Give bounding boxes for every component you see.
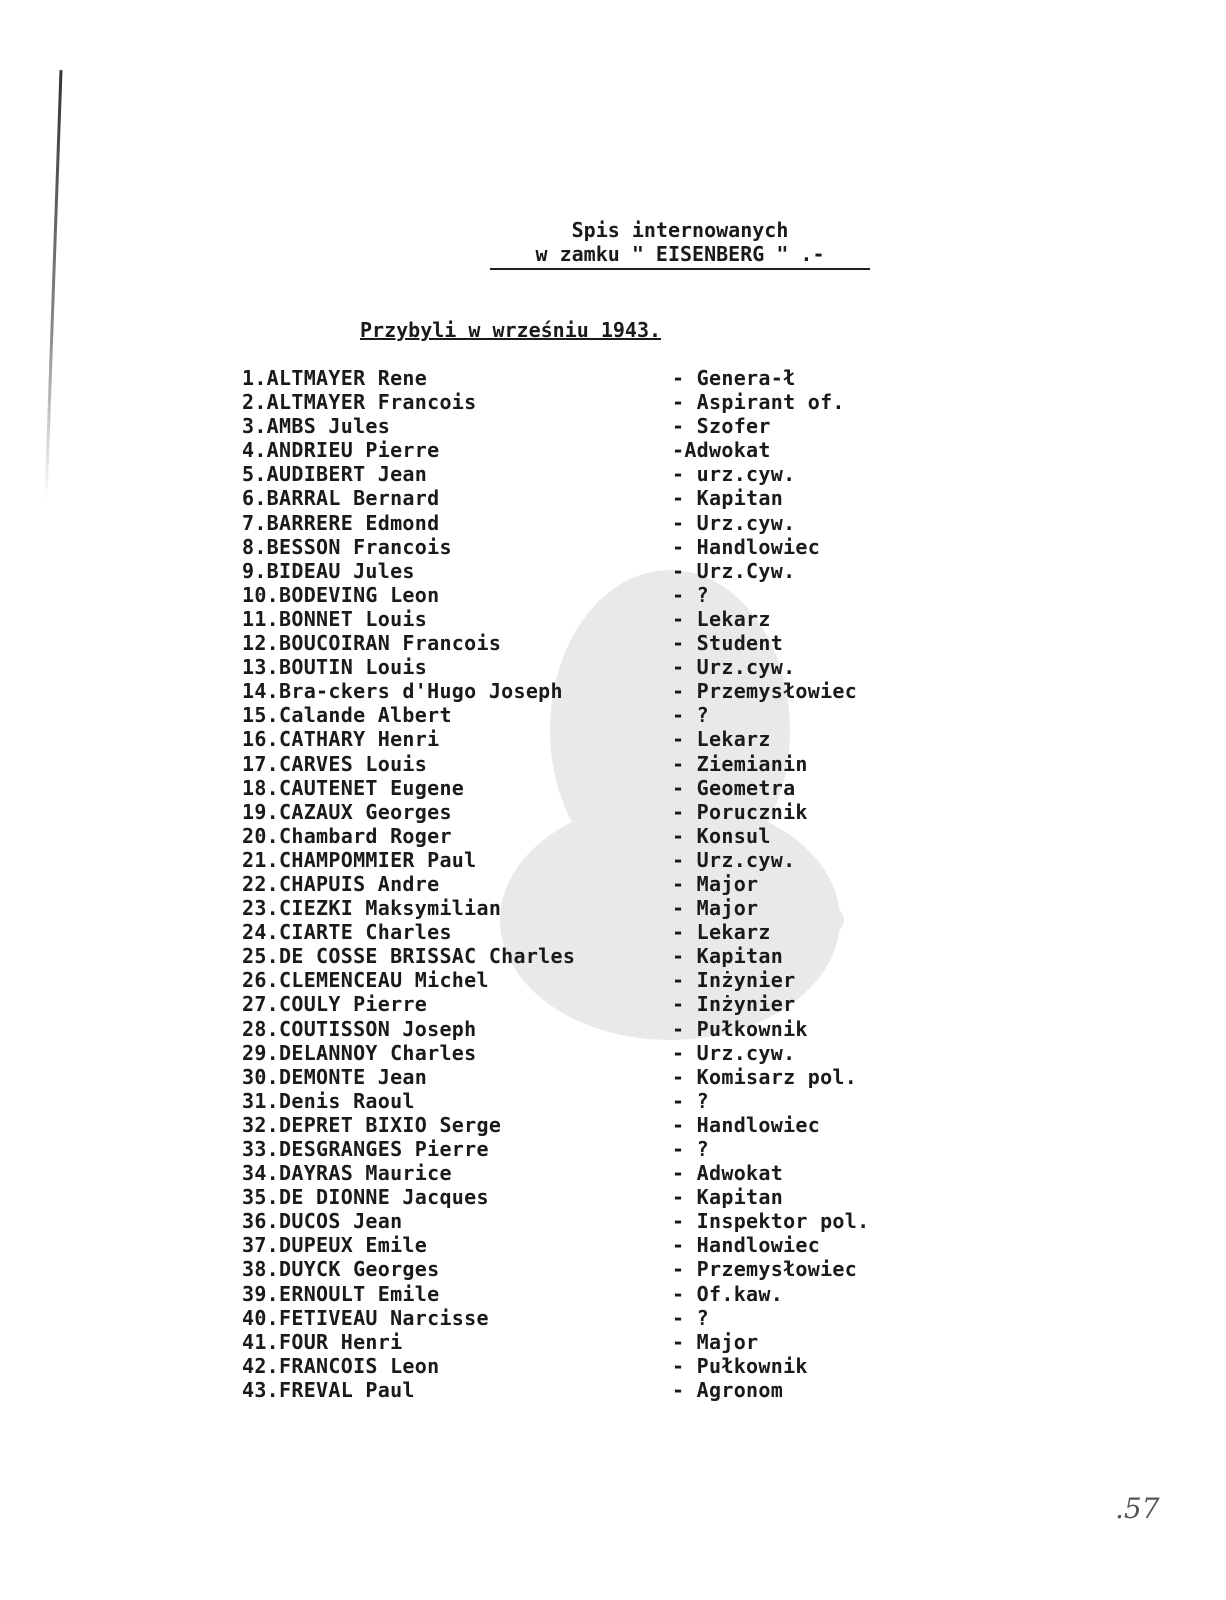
internee-name: 38.DUYCK Georges xyxy=(242,1257,440,1282)
internee-occupation: - Major xyxy=(672,896,759,921)
list-item xyxy=(242,1065,922,1089)
internee-name: 6.BARRAL Bernard xyxy=(242,486,440,511)
list-item xyxy=(242,366,922,390)
internee-occupation: - Handlowiec xyxy=(672,1112,821,1137)
list-item xyxy=(242,583,922,607)
internee-occupation: - Kapitan xyxy=(672,1185,784,1210)
internee-occupation: - Lekarz xyxy=(672,920,771,945)
internee-name: 35.DE DIONNE Jacques xyxy=(242,1185,489,1210)
list-item xyxy=(242,872,922,896)
section-subtitle: Przybyli w wrześniu 1943. xyxy=(360,318,662,342)
internee-occupation: - Urz.cyw. xyxy=(672,1040,796,1065)
internee-name: 7.BARRERE Edmond xyxy=(242,510,440,535)
internee-occupation: - Urz.cyw. xyxy=(672,847,796,872)
list-item xyxy=(242,1282,922,1306)
internee-name: 22.CHAPUIS Andre xyxy=(242,871,440,896)
list-item xyxy=(242,414,922,438)
internee-name: 16.CATHARY Henri xyxy=(242,727,440,752)
internee-name: 2.ALTMAYER Francois xyxy=(242,390,477,415)
internee-occupation: - ? xyxy=(672,1137,710,1161)
internee-occupation: - Major xyxy=(672,1329,759,1354)
list-item xyxy=(242,535,922,559)
internee-name: 17.CARVES Louis xyxy=(242,751,428,776)
list-item xyxy=(242,607,922,631)
list-item xyxy=(242,968,922,992)
list-item xyxy=(242,824,922,848)
list-item xyxy=(242,679,922,703)
internee-name: 34.DAYRAS Maurice xyxy=(242,1161,452,1186)
internee-name: 9.BIDEAU Jules xyxy=(242,558,415,583)
margin-mark xyxy=(44,70,62,500)
internee-occupation: - Urz.cyw. xyxy=(672,655,796,680)
internee-name: 8.BESSON Francois xyxy=(242,534,452,559)
internee-name: 32.DEPRET BIXIO Serge xyxy=(242,1112,502,1137)
internee-name: 41.FOUR Henri xyxy=(242,1329,403,1354)
internee-occupation: - Genera-ł xyxy=(672,366,796,390)
internee-occupation: - Student xyxy=(672,631,784,656)
internee-name: 37.DUPEUX Emile xyxy=(242,1233,428,1258)
list-item xyxy=(242,752,922,776)
list-item xyxy=(242,438,922,462)
internee-occupation: - Kapitan xyxy=(672,486,784,511)
list-item xyxy=(242,848,922,872)
document-title xyxy=(490,218,870,270)
list-item xyxy=(242,1209,922,1233)
internee-occupation: - Handlowiec xyxy=(672,1233,821,1258)
internee-occupation: - ? xyxy=(672,582,710,607)
internee-occupation: - Konsul xyxy=(672,823,771,848)
internee-occupation: - Lekarz xyxy=(672,606,771,631)
internee-occupation: - Geometra xyxy=(672,775,796,800)
list-item xyxy=(242,1161,922,1185)
internee-occupation: - Porucznik xyxy=(672,799,808,824)
internee-occupation: - Pułkownik xyxy=(672,1016,808,1041)
list-item xyxy=(242,1378,922,1402)
list-item xyxy=(242,1113,922,1137)
internee-name: 27.COULY Pierre xyxy=(242,992,428,1017)
list-item xyxy=(242,896,922,920)
list-item xyxy=(242,462,922,486)
internee-name: 3.AMBS Jules xyxy=(242,414,391,439)
internee-name: 23.CIEZKI Maksymilian xyxy=(242,896,502,921)
internee-occupation: - Handlowiec xyxy=(672,534,821,559)
internee-occupation: - Komisarz pol. xyxy=(672,1064,858,1089)
list-item xyxy=(242,559,922,583)
list-item xyxy=(242,1257,922,1281)
internee-occupation: - ? xyxy=(672,703,710,728)
list-item xyxy=(242,1330,922,1354)
internee-occupation: - Urz.cyw. xyxy=(672,510,796,535)
internee-name: 24.CIARTE Charles xyxy=(242,920,452,945)
list-item xyxy=(242,486,922,510)
list-item xyxy=(242,1233,922,1257)
internee-name: 18.CAUTENET Eugene xyxy=(242,775,465,800)
internee-name: 20.Chambard Roger xyxy=(242,823,452,848)
internee-occupation: - Szofer xyxy=(672,414,771,439)
internee-name: 21.CHAMPOMMIER Paul xyxy=(242,847,477,872)
list-item xyxy=(242,655,922,679)
internee-occupation: - Kapitan xyxy=(672,944,784,969)
internee-name: 19.CAZAUX Georges xyxy=(242,799,452,824)
list-item xyxy=(242,920,922,944)
internee-name: 1.ALTMAYER Rene xyxy=(242,366,428,390)
internee-name: 42.FRANCOIS Leon xyxy=(242,1353,440,1378)
list-item xyxy=(242,776,922,800)
list-item xyxy=(242,1354,922,1378)
internee-name: 25.DE COSSE BRISSAC Charles xyxy=(242,944,576,969)
list-item xyxy=(242,631,922,655)
internee-name: 15.Calande Albert xyxy=(242,703,452,728)
list-item xyxy=(242,727,922,751)
list-item xyxy=(242,703,922,727)
list-item xyxy=(242,1185,922,1209)
internee-occupation: - Lekarz xyxy=(672,727,771,752)
internee-occupation: - Adwokat xyxy=(672,1161,784,1186)
internee-occupation: - ? xyxy=(672,1088,710,1113)
internee-occupation: - Major xyxy=(672,871,759,896)
title-line-1: Spis internowanych xyxy=(571,218,789,242)
internee-name: 28.COUTISSON Joseph xyxy=(242,1016,477,1041)
list-item xyxy=(242,1041,922,1065)
internee-name: 39.ERNOULT Emile xyxy=(242,1281,440,1306)
internee-name: 36.DUCOS Jean xyxy=(242,1209,403,1234)
list-item xyxy=(242,1017,922,1041)
internee-name: 31.Denis Raoul xyxy=(242,1088,415,1113)
internee-occupation: - ? xyxy=(672,1305,710,1330)
list-item xyxy=(242,1089,922,1113)
title-line-2: w zamku " EISENBERG " .- xyxy=(490,242,870,270)
internee-name: 14.Bra-ckers d'Hugo Joseph xyxy=(242,679,563,704)
internee-name: 11.BONNET Louis xyxy=(242,606,428,631)
internee-occupation: - Przemysłowiec xyxy=(672,679,858,704)
internee-occupation: - Pułkownik xyxy=(672,1353,808,1378)
internee-occupation: - Inżynier xyxy=(672,992,796,1017)
internee-name: 26.CLEMENCEAU Michel xyxy=(242,968,489,993)
internee-name: 13.BOUTIN Louis xyxy=(242,655,428,680)
internee-name: 40.FETIVEAU Narcisse xyxy=(242,1305,489,1330)
internee-name: 43.FREVAL Paul xyxy=(242,1377,415,1402)
internee-occupation: - Urz.Cyw. xyxy=(672,558,796,583)
internee-name: 30.DEMONTE Jean xyxy=(242,1064,428,1089)
list-item xyxy=(242,511,922,535)
list-item xyxy=(242,1306,922,1330)
internee-name: 10.BODEVING Leon xyxy=(242,582,440,607)
internee-name: 33.DESGRANGES Pierre xyxy=(242,1137,489,1161)
list-item xyxy=(242,992,922,1016)
internee-occupation: -Adwokat xyxy=(672,438,771,463)
internee-occupation: - Ziemianin xyxy=(672,751,808,776)
list-item xyxy=(242,944,922,968)
internee-occupation: - Agronom xyxy=(672,1377,784,1402)
internee-occupation: - Of.kaw. xyxy=(672,1281,784,1306)
internee-occupation: - urz.cyw. xyxy=(672,462,796,487)
internee-name: 29.DELANNOY Charles xyxy=(242,1040,477,1065)
list-item xyxy=(242,390,922,414)
internee-occupation: - Inżynier xyxy=(672,968,796,993)
internee-name: 5.AUDIBERT Jean xyxy=(242,462,428,487)
internee-name: 4.ANDRIEU Pierre xyxy=(242,438,440,463)
list-item xyxy=(242,800,922,824)
page-number: .57 xyxy=(1115,1492,1160,1525)
internee-occupation: - Aspirant of. xyxy=(672,390,845,415)
internee-occupation: - Przemysłowiec xyxy=(672,1257,858,1282)
internee-list xyxy=(242,366,922,1402)
internee-name: 12.BOUCOIRAN Francois xyxy=(242,631,502,656)
internee-occupation: - Inspektor pol. xyxy=(672,1209,870,1234)
list-item xyxy=(242,1137,922,1161)
